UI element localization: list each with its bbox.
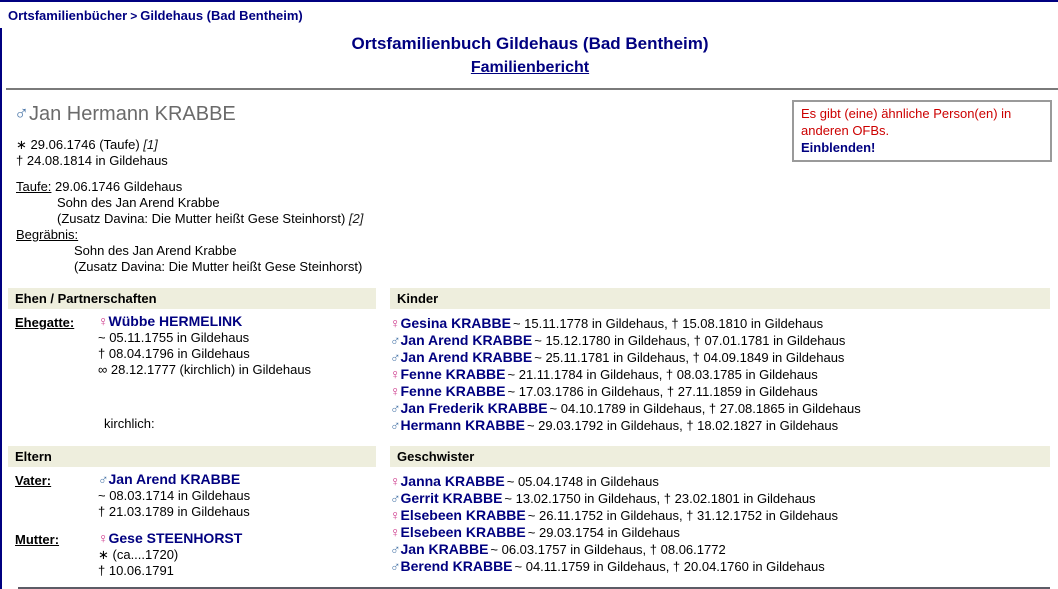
male-gender-icon: ♂ xyxy=(14,103,29,125)
breadcrumb-separator: > xyxy=(130,9,138,23)
sibling-name-link[interactable]: Janna KRABBE xyxy=(400,473,505,489)
page-header xyxy=(2,34,1058,77)
male-gender-icon: ♂ xyxy=(390,332,401,348)
breadcrumb-item-gildehaus[interactable]: Gildehaus (Bad Bentheim) xyxy=(140,8,303,23)
child-details: ~ 21.11.1784 in Gildehaus, † 08.03.1785 in Gildehaus xyxy=(507,367,818,382)
mother-name-link[interactable]: Gese STEENHORST xyxy=(108,530,243,546)
male-gender-icon: ♂ xyxy=(390,400,401,416)
breadcrumb xyxy=(0,2,1058,28)
sibling-details: ~ 13.02.1750 in Gildehaus, † 23.02.1801 in Gildehaus xyxy=(504,491,816,506)
female-gender-icon: ♀ xyxy=(390,507,401,523)
familienbericht-link[interactable]: Familienbericht xyxy=(470,59,590,76)
baptism-date-place: 29.06.1746 Gildehaus xyxy=(55,179,183,194)
female-gender-icon: ♀ xyxy=(390,315,401,331)
female-gender-icon: ♀ xyxy=(390,524,401,540)
father-baptism-line: ~ 08.03.1714 in Gildehaus xyxy=(98,488,251,503)
mother-label: Mutter: xyxy=(15,532,60,547)
person-name: Jan Hermann KRABBE xyxy=(29,103,236,125)
burial-line-2: (Zusatz Davina: Die Mutter heißt Gese Steinhorst) xyxy=(74,259,363,274)
list-item xyxy=(390,558,1050,575)
parents-section xyxy=(8,446,1050,578)
child-details: ~ 15.12.1780 in Gildehaus, † 07.01.1781 in Gildehaus xyxy=(534,333,846,348)
marriages-band: Ehen / Partnerschaften xyxy=(8,288,376,309)
list-item xyxy=(390,524,1050,541)
source-ref-2[interactable]: [2] xyxy=(348,211,364,226)
einblenden-link[interactable]: Einblenden! xyxy=(801,140,876,155)
mother-block xyxy=(98,531,242,578)
similar-persons-message: Es gibt (eine) ähnliche Person(en) in anderen OFBs. xyxy=(801,106,1012,138)
child-name-link[interactable]: Jan Frederik KRABBE xyxy=(400,400,548,416)
death-cross-icon: † xyxy=(16,153,24,168)
list-item xyxy=(390,473,1050,490)
male-gender-icon: ♂ xyxy=(390,490,401,506)
child-name-link[interactable]: Jan Arend KRABBE xyxy=(400,332,533,348)
sibling-name-link[interactable]: Elsebeen KRABBE xyxy=(400,524,526,540)
burial-label-line xyxy=(16,227,1058,243)
siblings-list xyxy=(390,473,1050,575)
father-row xyxy=(8,472,376,519)
sibling-name-link[interactable]: Elsebeen KRABBE xyxy=(400,507,526,523)
child-name-link[interactable]: Gesina KRABBE xyxy=(400,315,511,331)
list-item xyxy=(390,490,1050,507)
spouse-row xyxy=(8,314,376,377)
child-details: ~ 04.10.1789 in Gildehaus, † 27.08.1865 in Gildehaus xyxy=(549,401,861,416)
child-name-link[interactable]: Jan Arend KRABBE xyxy=(400,349,533,365)
child-details: ~ 17.03.1786 in Gildehaus, † 27.11.1859 in Gildehaus xyxy=(507,384,818,399)
burial-line-1: Sohn des Jan Arend Krabbe xyxy=(74,243,237,258)
child-details: ~ 29.03.1792 in Gildehaus, † 18.02.1827 in Gildehaus xyxy=(526,418,839,433)
page-title: Ortsfamilienbuch Gildehaus (Bad Bentheim) xyxy=(351,34,709,53)
children-list xyxy=(390,315,1050,434)
baptism-note: (Zusatz Davina: Die Mutter heißt Gese Steinhorst) xyxy=(57,211,346,226)
list-item xyxy=(390,366,1050,383)
female-gender-icon: ♀ xyxy=(390,473,401,489)
sibling-details: ~ 26.11.1752 in Gildehaus, † 31.12.1752 in Gildehaus xyxy=(527,508,838,523)
spouse-label: Ehegatte: xyxy=(15,315,75,330)
father-death-line: † 21.03.1789 in Gildehaus xyxy=(98,504,250,519)
list-item xyxy=(390,383,1050,400)
child-name-link[interactable]: Fenne KRABBE xyxy=(400,383,506,399)
list-item xyxy=(390,349,1050,366)
list-item xyxy=(390,315,1050,332)
female-gender-icon: ♀ xyxy=(390,383,401,399)
male-gender-icon: ♂ xyxy=(390,541,401,557)
marriages-section xyxy=(8,288,1050,434)
sibling-details: ~ 06.03.1757 in Gildehaus, † 08.06.1772 xyxy=(490,542,726,557)
similar-persons-box xyxy=(792,100,1052,162)
spouse-baptism-line: ~ 05.11.1755 in Gildehaus xyxy=(98,330,250,345)
kirchlich-note: kirchlich: xyxy=(104,416,155,431)
children-band: Kinder xyxy=(390,288,1050,309)
sibling-name-link[interactable]: Gerrit KRABBE xyxy=(400,490,503,506)
male-gender-icon: ♂ xyxy=(390,349,401,365)
parents-band: Eltern xyxy=(8,446,376,467)
sibling-details: ~ 05.04.1748 in Gildehaus xyxy=(506,474,659,489)
list-item xyxy=(390,541,1050,558)
sibling-name-link[interactable]: Berend KRABBE xyxy=(400,558,513,574)
life-events xyxy=(16,179,1058,275)
siblings-band: Geschwister xyxy=(390,446,1050,467)
spouse-name-link[interactable]: Wübbe HERMELINK xyxy=(108,313,243,329)
baptism-line-3 xyxy=(57,211,1058,227)
female-gender-icon: ♀ xyxy=(98,313,109,329)
male-gender-icon: ♂ xyxy=(98,471,109,487)
baptism-line-2: Sohn des Jan Arend Krabbe xyxy=(57,195,220,210)
father-block xyxy=(98,472,250,519)
mother-row xyxy=(8,531,376,578)
list-item xyxy=(390,400,1050,417)
male-gender-icon: ♂ xyxy=(390,558,401,574)
burial-label: Begräbnis: xyxy=(16,227,79,242)
spouse-block xyxy=(98,314,311,377)
sibling-details: ~ 29.03.1754 in Gildehaus xyxy=(527,525,680,540)
mother-birth-line: ∗ (ca....1720) xyxy=(98,547,179,562)
child-details: ~ 25.11.1781 in Gildehaus, † 04.09.1849 in Gildehaus xyxy=(534,350,845,365)
birth-star-icon: ∗ xyxy=(16,137,27,152)
baptism-label: Taufe: xyxy=(16,179,52,194)
male-gender-icon: ♂ xyxy=(390,417,401,433)
list-item xyxy=(390,417,1050,434)
baptism-line-1 xyxy=(16,179,1058,195)
child-name-link[interactable]: Hermann KRABBE xyxy=(400,417,525,433)
spouse-death-line: † 08.04.1796 in Gildehaus xyxy=(98,346,250,361)
birth-text: 29.06.1746 (Taufe) xyxy=(30,137,140,152)
child-details: ~ 15.11.1778 in Gildehaus, † 15.08.1810 in Gildehaus xyxy=(512,316,824,331)
father-label: Vater: xyxy=(15,473,52,488)
female-gender-icon: ♀ xyxy=(98,530,109,546)
list-item xyxy=(390,507,1050,524)
list-item xyxy=(390,332,1050,349)
sibling-name-link[interactable]: Jan KRABBE xyxy=(400,541,489,557)
death-text: 24.08.1814 in Gildehaus xyxy=(26,153,168,168)
female-gender-icon: ♀ xyxy=(390,366,401,382)
child-name-link[interactable]: Fenne KRABBE xyxy=(400,366,506,382)
mother-death-line: † 10.06.1791 xyxy=(98,563,174,578)
spouse-marriage-line: ∞ 28.12.1777 (kirchlich) in Gildehaus xyxy=(98,362,312,377)
father-name-link[interactable]: Jan Arend KRABBE xyxy=(108,471,241,487)
sibling-details: ~ 04.11.1759 in Gildehaus, † 20.04.1760 in Gildehaus xyxy=(514,559,825,574)
header-divider xyxy=(6,88,1058,90)
source-ref-1[interactable]: [1] xyxy=(143,137,158,152)
breadcrumb-item-ortsfamilienbuecher[interactable]: Ortsfamilienbücher xyxy=(8,8,128,23)
